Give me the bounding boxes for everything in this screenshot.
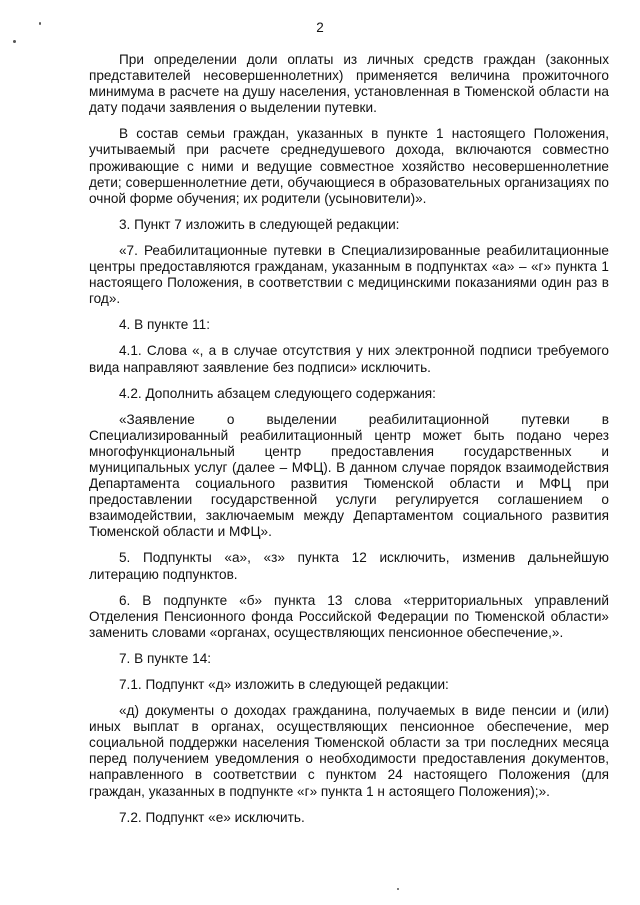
paragraph-item-7-1: 7.1. Подпункт «д» изложить в следующей редакции: [119,677,449,692]
scan-speck [13,40,16,43]
paragraph-item-7-text: «7. Реабилитационные путевки в Специализированные реабилитационные центры предоставляются гражданам, указанным в подпунктах «а» – «г» пункта 1 настоящего Положения, в соответствии с медицинскими показаниями один раз в год». [89,242,609,307]
paragraph-item-4-heading: 4. В пункте 11: [119,317,211,333]
paragraph-item-4-2: 4.2. Дополнить абзацем следующего содержания: [119,385,436,401]
paragraph-item-7-2: 7.2. Подпункт «е» исключить. [119,809,305,825]
paragraph-subitem-d-text: «д) документы о доходах гражданина, получаемых в виде пенсии и (или) иных выплат в органах, осуществляющих пенсионное обеспечение, мер социальной поддержки населения Тюменской области за три последних месяца перед получением уведомления о необходимости предоставления документов, направленного в соответствии с пунктом 24 настоящего Положения (для граждан, указанных в подпункте «г» пункта 1 н астоящего Положения);». [89,703,609,799]
paragraph-item-4-1: 4.1. Слова «, а в случае отсутствия у них электронной подписи требуемого вида направляют заявление без подписи» исключить. [89,343,609,375]
paragraph-item-5: 5. Подпункты «а», «з» пункта 12 исключить, изменив дальнейшую литерацию подпунктов. [89,550,609,582]
scan-speck [397,888,399,890]
paragraph-mfc-application: «Заявление о выделении реабилитационной путевки в Специализированный реабилитационный центр может быть подано через многофункциональный центр предоставления государственных и муниципальных услуг (далее – МФЦ). В данном случае порядок взаимодействия Департамента социального развития Тюменской области и МФЦ при предоставлении государственной услуги регулируется соглашением о взаимодействии, заключаемым между Департаментом социального развития Тюменской области и МФЦ». [89,411,609,540]
page-number: 2 [316,20,324,35]
paragraph-family-composition: В состав семьи граждан, указанных в пункте 1 настоящего Положения, учитываемый при расчете среднедушевого дохода, включаются совместно проживающие с ними и ведущие совместное хозяйство несовершеннолетние дети; совершеннолетние дети, обучающиеся в образовательных организациях по очной форме обучения; их родители (усыновители)». [89,126,609,206]
document-body [89,52,609,836]
paragraph-item-7-heading: 7. В пункте 14: [119,650,212,666]
paragraph-item-6: 6. В подпункте «б» пункта 13 слова «территориальных управлений Отделения Пенсионного фонда Российской Федерации по Тюменской области» заменить словами «органах, осуществляющих пенсионное обеспечение,». [89,592,609,640]
paragraph-subsistence-minimum: При определении доли оплаты из личных средств граждан (законных представителей несовершеннолетних) применяется величина прожиточного минимума в расчете на душу населения, установленная в Тюменской области на дату подачи заявления о выделении путевки. [89,52,609,116]
paragraph-item-3-heading: 3. Пункт 7 изложить в следующей редакции: [119,216,400,232]
